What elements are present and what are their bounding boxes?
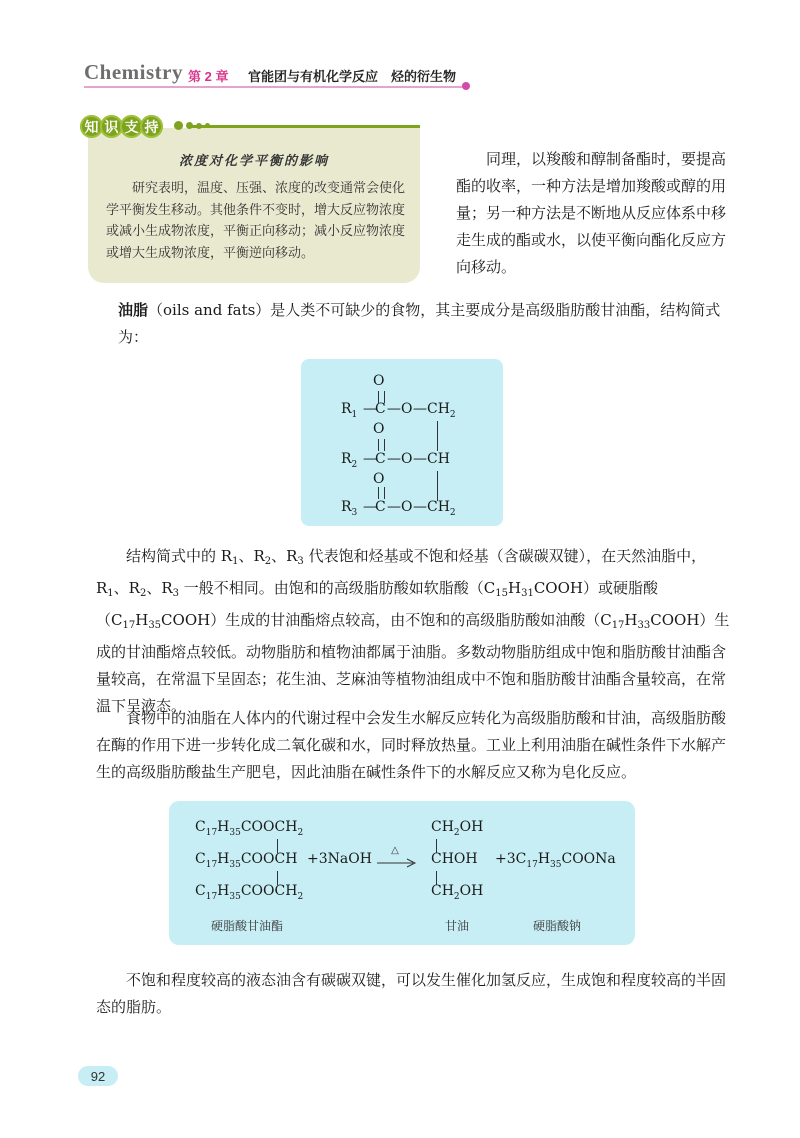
sodium-stearate: $+3C_{17}H_{35}COONa$ [495, 851, 616, 870]
esterification-paragraph: 同理，以羧酸和醇制备酯时，要提高酯的收率，一种方法是增加羧酸或醇的用量；另一种方法是不断地从反应体系中移走生成的酯或水，以使平衡向酯化反应方向移动。 [456, 150, 727, 276]
knowledge-title: 浓度对化学平衡的影响 [178, 154, 329, 169]
oxygen-1: O [401, 401, 413, 417]
badge-char: 持 [140, 115, 163, 138]
label-glycerol: 甘油 [445, 919, 470, 933]
triglyceride-structure-box [301, 359, 503, 526]
bond: — [413, 451, 427, 467]
ester-row-2: $C_{17}H_{35}COOCH$ [195, 851, 298, 870]
oxygen-2: O [401, 451, 413, 467]
metabolism-paragraph: 食物中的油脂在人体内的代谢过程中会发生水解反应转化为高级脂肪酸和甘油，高级脂肪酸在酶的作用下进一步转化成二氧化碳和水，同时释放热量。工业上利用油脂在碱性条件下水解产生的高级脂肪酸盐生产肥皂，因此油脂在碱性条件下的水解反应又称为皂化反应。 [96, 709, 727, 781]
header-subject: Chemistry [84, 60, 183, 84]
glycerol-row-2: CHOH [431, 851, 478, 867]
r3-group: $R_3$ [341, 499, 358, 518]
double-bond-2 [378, 439, 385, 451]
header-chapter-title: 官能团与有机化学反应 烃的衍生物 [248, 69, 457, 84]
carbon-3: C [375, 499, 386, 515]
ester-row-3: $C_{17}H_{35}COOCH_2$ [195, 883, 304, 902]
hydrogenation-paragraph: 不饱和程度较高的液态油含有碳碳双键，可以发生催化加氢反应，生成饱和程度较高的半固态的脂肪。 [96, 971, 727, 1016]
bond: — [363, 499, 377, 515]
bond: — [387, 451, 401, 467]
carbonyl-o-1: O [373, 373, 385, 389]
bond: — [413, 499, 427, 515]
glycerol-row-3: $CH_2OH$ [431, 883, 484, 902]
structure-explanation-paragraph: 结构简式中的 $R_1$、$R_2$、$R_3$ 代表饱和烃基或不饱和烃基（含碳碳双键），在天然油脂中，$R_1$、$R_2$、$R_3$ 一般不相同。由饱和的高级脂肪酸如软脂酸$(C_{15}H_{31}COOH)$或硬脂酸$(C_{17}H_{35}COOH)$生成的甘油酯熔点较高，由不饱和的高级脂肪酸如油酸$(C_{17}H_{33}COOH)$生成的甘油酯熔点较低。动物脂肪和植物油都属于油脂。多数动物脂肪组成中饱和脂肪酸甘油酯含量较高，在常温下呈固态；花生油、芝麻油等植物油组成中不饱和脂肪酸甘油酯含量较高，在常温下呈液态。 [96, 547, 730, 715]
oils-intro-text: （oils and fats）是人类不可缺少的食物，其主要成分是高级脂肪酸甘油酯，结构简式为： [118, 301, 721, 346]
header-dot [462, 82, 470, 90]
ch2-top: $CH_2$ [427, 401, 456, 420]
knowledge-text: 研究表明，温度、压强、浓度的改变通常会使化学平衡发生移动。其他条件不变时，增大反应物浓度或减小生成物浓度，平衡正向移动；减小反应物浓度或增大生成物浓度，平衡逆向移动。 [106, 181, 406, 261]
label-sodium-stearate: 硬脂酸钠 [533, 919, 582, 933]
bond: — [387, 499, 401, 515]
knowledge-bar [190, 125, 420, 128]
page-number: 92 [78, 1066, 118, 1086]
naoh-reagent: +3NaOH [307, 851, 372, 867]
double-bond-3 [378, 487, 385, 499]
r1-group: $R_1$ [341, 401, 358, 420]
label-glyceryl-stearate: 硬脂酸甘油酯 [211, 919, 284, 933]
carbonyl-o-3: O [373, 471, 385, 487]
badge-char: 知 [80, 115, 103, 138]
carbonyl-o-2: O [373, 421, 385, 437]
header-divider [84, 86, 464, 88]
header-chapter: 第 2 章 [188, 69, 229, 84]
knowledge-badge [80, 115, 160, 138]
ch-middle: CH [427, 451, 450, 467]
term-oils: 油脂 [118, 301, 149, 319]
backbone-bond-1 [437, 421, 438, 451]
oils-intro-paragraph [118, 297, 730, 351]
glycerol-row-1: $CH_2OH$ [431, 819, 484, 838]
bond: — [363, 401, 377, 417]
ch2-bottom: $CH_2$ [427, 499, 456, 518]
heat-condition: △ [391, 845, 399, 856]
carbon-1: C [375, 401, 386, 417]
bond: — [413, 401, 427, 417]
backbone-bond-2 [437, 471, 438, 501]
bond: — [363, 451, 377, 467]
bond: — [387, 401, 401, 417]
reaction-arrow-icon [377, 858, 417, 868]
badge-dots [174, 121, 210, 130]
r2-group: $R_2$ [341, 451, 358, 470]
saponification-reaction-box [169, 801, 635, 945]
badge-char: 支 [120, 115, 143, 138]
oxygen-3: O [401, 499, 413, 515]
ester-row-1: $C_{17}H_{35}COOCH_2$ [195, 819, 304, 838]
badge-char: 识 [100, 115, 123, 138]
carbon-2: C [375, 451, 386, 467]
